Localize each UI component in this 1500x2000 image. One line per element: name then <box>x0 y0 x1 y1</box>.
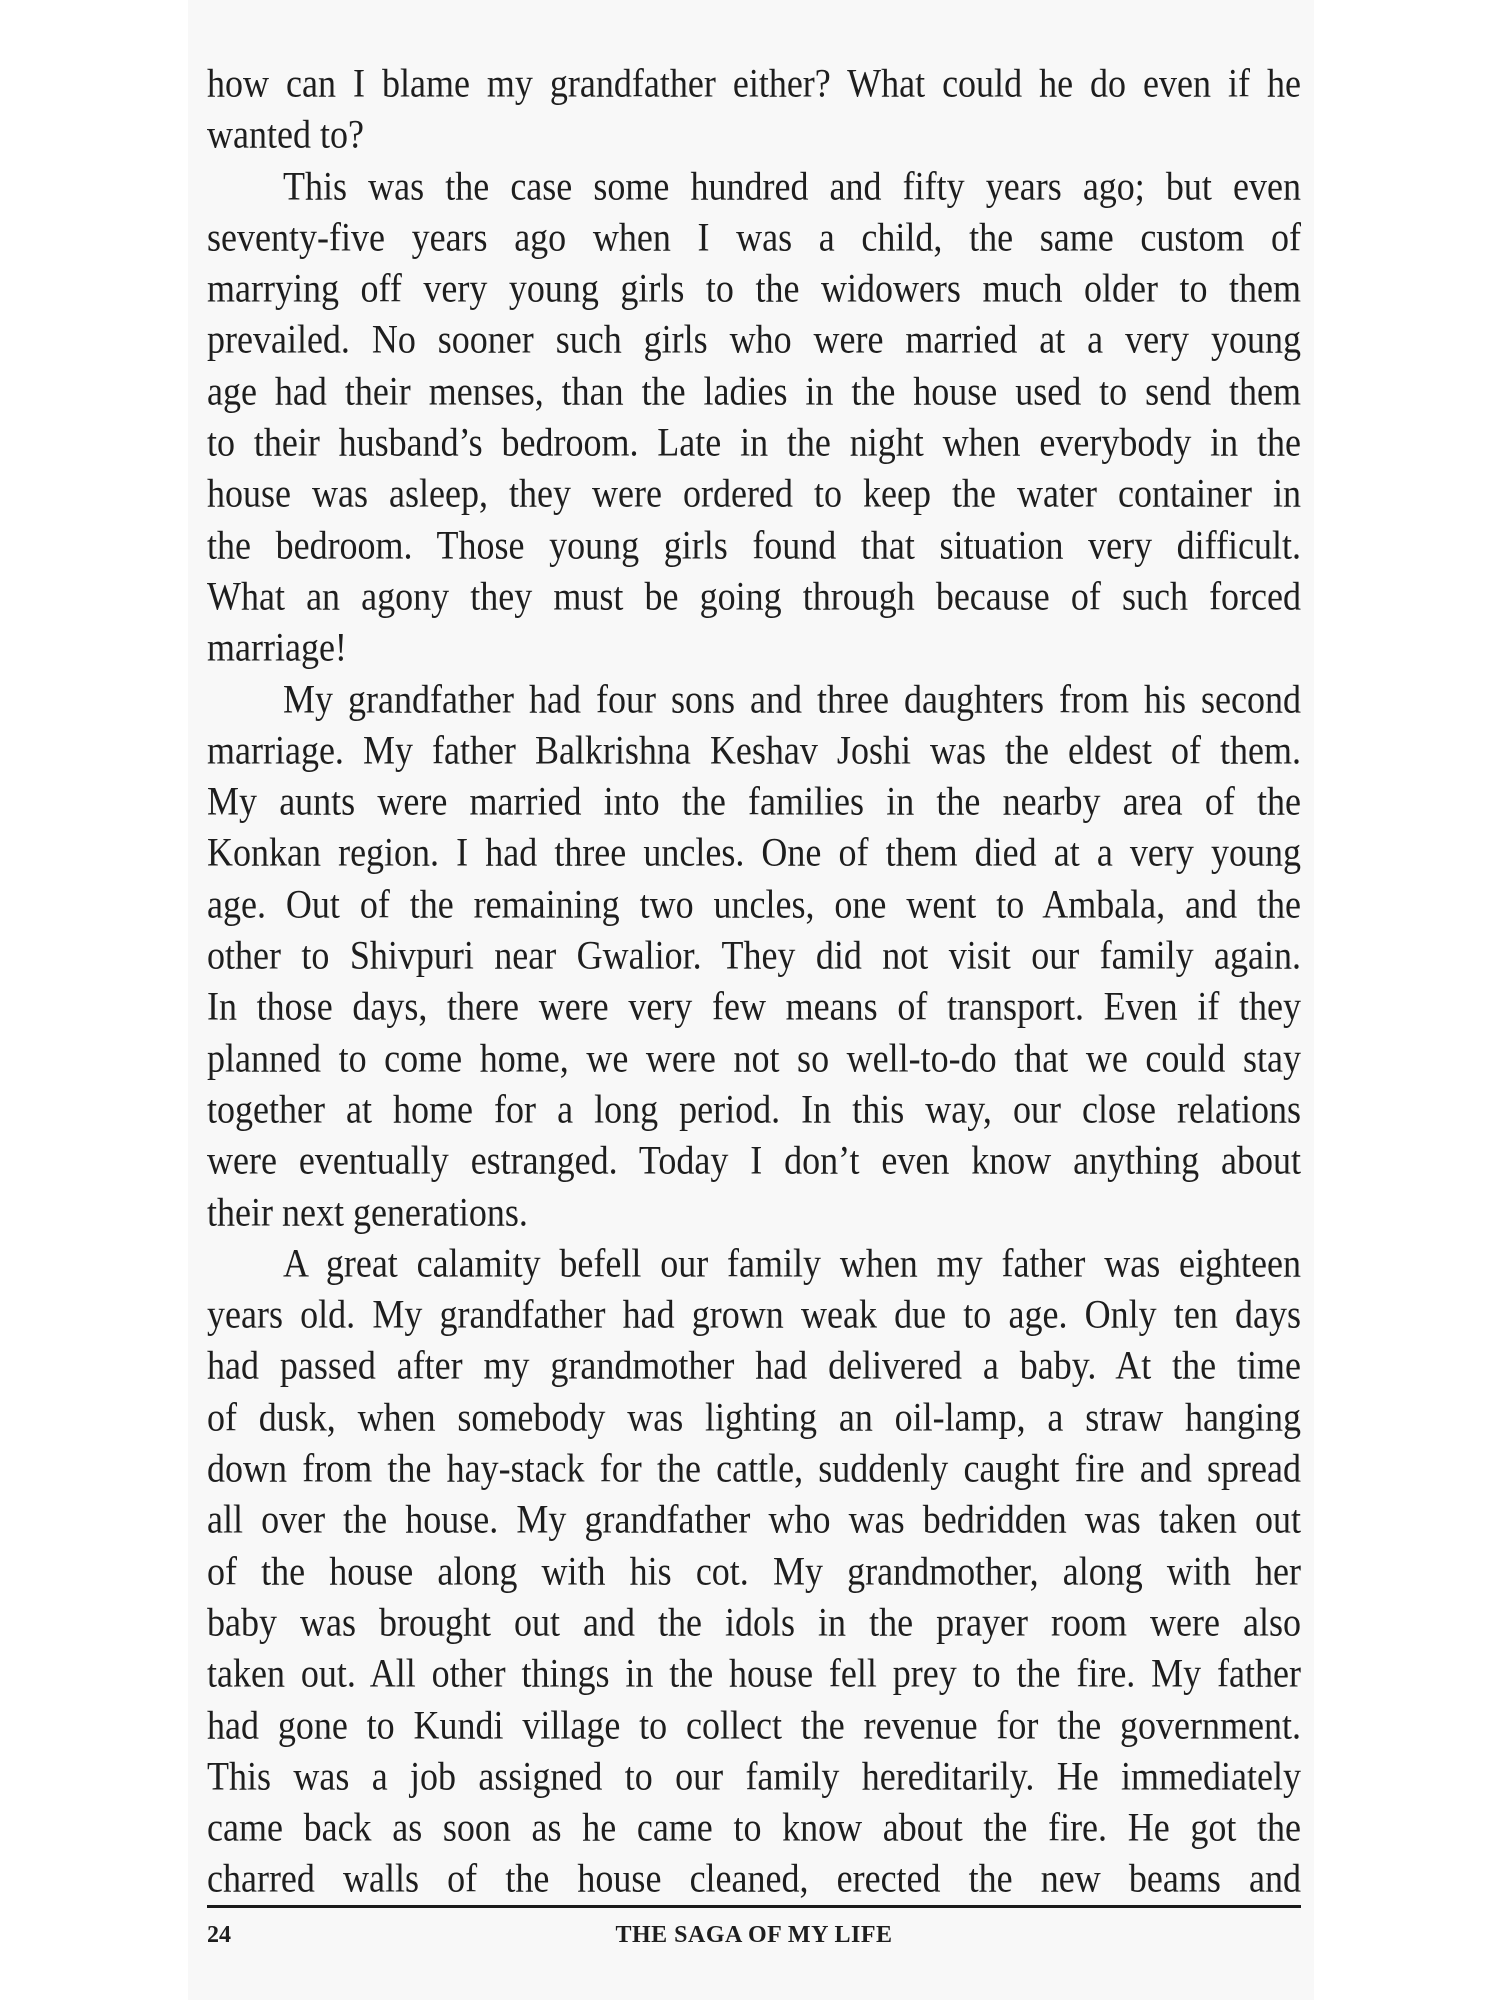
page-footer <box>207 1922 1301 1956</box>
text-line: of the house along with his cot. My grandmother, along with her <box>207 1548 1301 1593</box>
text-line: This was a job assigned to our family hereditarily. He immediately <box>207 1753 1301 1799</box>
text-line: age had their menses, than the ladies in the house used to send them <box>207 368 1301 414</box>
text-line: age. Out of the remaining two uncles, one went to Ambala, and the <box>207 881 1301 927</box>
text-line: marrying off very young girls to the widowers much older to them <box>207 265 1301 311</box>
text-line: had passed after my grandmother had delivered a baby. At the time <box>207 1342 1301 1388</box>
page-number: 24 <box>207 1922 231 1948</box>
text-line: taken out. All other things in the house fell prey to the fire. My father <box>207 1650 1301 1696</box>
text-line: came back as soon as he came to know about the fire. He got the <box>207 1804 1301 1850</box>
text-line: down from the hay-stack for the cattle, suddenly caught fire and spread <box>207 1445 1301 1491</box>
text-line: seventy-five years ago when I was a child, the same custom of <box>207 214 1301 260</box>
text-line: of dusk, when somebody was lighting an oil-lamp, a straw hanging <box>207 1394 1301 1440</box>
paragraph <box>207 58 1301 161</box>
text-line: What an agony they must be going through because of such forced <box>207 573 1301 619</box>
text-line: together at home for a long period. In this way, our close relations <box>207 1086 1301 1132</box>
text-line: house was asleep, they were ordered to keep the water container in <box>207 470 1301 516</box>
text-line: wanted to? <box>207 111 364 157</box>
text-line: how can I blame my grandfather either? What could he do even if he <box>207 60 1301 106</box>
paragraph <box>207 161 1301 674</box>
text-line: baby was brought out and the idols in the prayer room were also <box>207 1599 1301 1645</box>
text-line: were eventually estranged. Today I don’t even know anything about <box>207 1137 1301 1183</box>
paragraph <box>207 674 1301 1238</box>
text-line: other to Shivpuri near Gwalior. They did not visit our family again. <box>207 932 1301 978</box>
text-line: My aunts were married into the families in the nearby area of the <box>207 778 1301 824</box>
text-line: My grandfather had four sons and three daughters from his second <box>283 676 1301 721</box>
text-line: their next generations. <box>207 1189 528 1234</box>
text-line: planned to come home, we were not so well-to-do that we could stay <box>207 1035 1301 1080</box>
text-line: had gone to Kundi village to collect the revenue for the government. <box>207 1702 1301 1747</box>
text-line: charred walls of the house cleaned, erected the new beams and <box>207 1855 1301 1901</box>
text-line: marriage. My father Balkrishna Keshav Joshi was the eldest of them. <box>207 727 1301 773</box>
book-title: THE SAGA OF MY LIFE <box>615 1922 893 1948</box>
text-line: to their husband’s bedroom. Late in the night when everybody in the <box>207 419 1301 465</box>
text-line: A great calamity befell our family when my father was eighteen <box>283 1240 1301 1286</box>
text-line: all over the house. My grandfather who was bedridden was taken out <box>207 1496 1301 1542</box>
text-line: the bedroom. Those young girls found that situation very difficult. <box>207 522 1301 567</box>
page-body-text <box>207 58 1301 1905</box>
paragraph <box>207 1238 1301 1905</box>
text-line: prevailed. No sooner such girls who were married at a very young <box>207 317 1301 362</box>
footer-rule <box>207 1905 1301 1908</box>
text-line: Konkan region. I had three uncles. One of them died at a very young <box>207 829 1301 875</box>
text-line: marriage! <box>207 624 347 670</box>
text-line: In those days, there were very few means of transport. Even if they <box>207 983 1301 1029</box>
text-line: years old. My grandfather had grown weak due to age. Only ten days <box>207 1291 1301 1337</box>
text-line: This was the case some hundred and fifty years ago; but even <box>283 163 1301 208</box>
